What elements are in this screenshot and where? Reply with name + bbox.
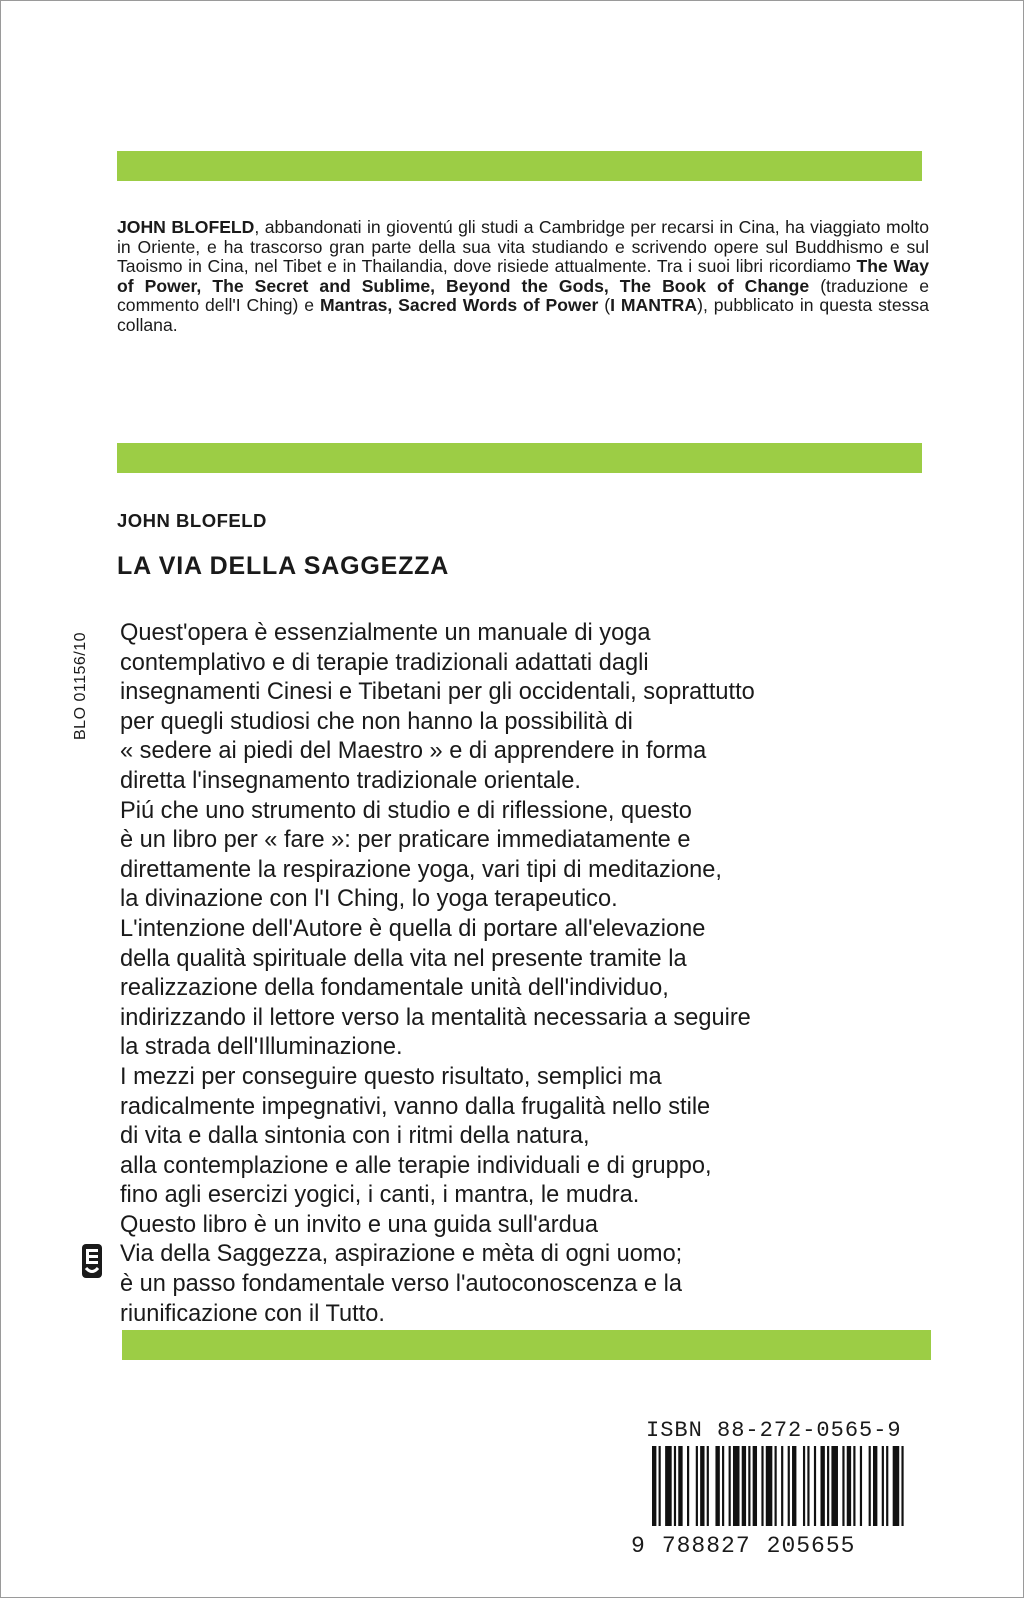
barcode-bar [893,1446,900,1526]
bio-books-list: The Way of Power, The Secret and Sublime, Beyond the Gods, The Book of Change [117,256,929,296]
barcode [652,1446,908,1526]
barcode-bar [820,1446,824,1526]
description-line: direttamente la respirazione yoga, vari tipi di meditazione, [120,856,722,883]
barcode-bar [807,1446,809,1526]
description-line: I mezzi per conseguire questo risultato, semplici ma [120,1063,662,1090]
barcode-bar [853,1446,855,1526]
barcode-bar [827,1446,829,1526]
description-line: è un libro per « fare »: per praticare immediatamente e [120,827,691,854]
publisher-logo-icon [82,1244,102,1278]
description-line: riunificazione con il Tutto. [120,1300,385,1327]
top-divider-bar [117,151,922,181]
description-line: Quest'opera è essenzialmente un manuale di yoga [120,620,651,646]
barcode-bar [901,1446,903,1526]
description-line: della qualità spirituale della vita nel presente tramite la [120,945,687,972]
barcode-bar [678,1446,682,1526]
book-title: LA VIA DELLA SAGGEZZA [117,552,450,580]
barcode-bar [788,1446,790,1526]
barcode-bar [733,1446,740,1526]
bio-text-1: , abbandonati in gioventú gli studi a Cambridge per recarsi in Cina, ha viaggiato molto in Oriente, e ha trascorso gran parte della sua vita studiando e scrivendo opere sul Buddhismo e sul Taoismo in Cina, nel Tibet e in Thailandia, dove risiede attualmente. [117,217,930,277]
bio-text-3: (traduzione e commento dell'I Ching) e [117,275,929,316]
description-line: Via della Saggezza, aspirazione e mèta di ogni uomo; [120,1241,683,1268]
description-line: indirizzando il lettore verso la mentalità necessaria a seguire [120,1004,751,1031]
barcode-bar [753,1446,757,1526]
bio-mantra-italian-title: I MANTRA [610,295,698,316]
barcode-lead-digit: 9 [631,1533,646,1559]
bio-text-4: ( [598,295,611,316]
barcode-bar [831,1446,838,1526]
author-bio [117,218,929,336]
description-line: di vita e dalla sintonia con i ritmi della natura, [120,1123,590,1150]
barcode-bar [722,1446,724,1526]
description-line: insegnamenti Cinesi e Tibetani per gli occidentali, soprattutto [120,679,755,706]
barcode-bar [665,1446,672,1526]
barcode-bar [775,1446,777,1526]
author-name: JOHN BLOFELD [117,510,267,531]
bio-text-5: ), pubblicato in questa stessa collana. [117,295,929,335]
barcode-bar [792,1446,796,1526]
barcode-bar [847,1446,851,1526]
description-line: è un passo fondamentale verso l'autoconoscenza e la [120,1271,682,1298]
description-line: L'intenzione dell'Autore è quella di portare all'elevazione [120,915,706,942]
description-line: Piú che uno strumento di studio e di riflessione, questo [120,797,692,824]
bio-author-name: JOHN BLOFELD [117,217,255,237]
barcode-bar [842,1446,844,1526]
barcode-bar [869,1446,871,1526]
description-line: contemplativo e di terapie tradizionali adattati dagli [120,649,649,676]
description-line: la divinazione con l'I Ching, lo yoga terapeutico. [120,886,618,913]
barcode-bar [814,1446,816,1526]
barcode-bar [766,1446,773,1526]
barcode-bar [886,1446,888,1526]
barcode-digits [631,1533,871,1559]
barcode-bar [803,1446,805,1526]
description-line: realizzazione della fondamentale unità dell'individuo, [120,975,669,1002]
book-description [120,619,950,1329]
bottom-divider-bar [122,1330,931,1360]
barcode-bar [860,1446,862,1526]
isbn-number: ISBN 88-272-0565-9 [646,1418,902,1443]
description-line: radicalmente impegnativi, vanno dalla frugalità nello stile [120,1093,711,1120]
bio-mantras-title: Mantras, Sacred Words of Power [319,295,599,316]
barcode-bar [748,1446,750,1526]
barcode-bar [700,1446,704,1526]
description-line: la strada dell'Illuminazione. [120,1034,403,1061]
description-line: « sedere ai piedi del Maestro » e di apprendere in forma [120,738,707,765]
barcode-bar [715,1446,719,1526]
barcode-bar [882,1446,884,1526]
middle-divider-bar [117,443,922,473]
barcode-bar [742,1446,746,1526]
barcode-bar [781,1446,783,1526]
barcode-group-2: 205655 [766,1533,856,1559]
description-line: diretta l'insegnamento tradizionale orientale. [120,767,581,794]
barcode-group-1: 788827 [661,1533,751,1559]
barcode-bar [687,1446,689,1526]
description-line: per quegli studiosi che non hanno la possibilità di [120,708,633,735]
bio-text-2: Tra i suoi libri ricordiamo [656,256,857,277]
description-line: Questo libro è un invito e una guida sull'ardua [120,1211,599,1238]
barcode-bar [761,1446,763,1526]
barcode-bar [729,1446,731,1526]
barcode-bar [652,1446,656,1526]
description-line: fino agli esercizi yogici, i canti, i mantra, le mudra. [120,1182,640,1209]
barcode-bar [696,1446,698,1526]
barcode-bar [873,1446,877,1526]
barcode-bar [674,1446,676,1526]
side-catalog-code: BLO 01156/10 [72,631,89,740]
description-line: alla contemplazione e alle terapie individuali e di gruppo, [120,1152,712,1179]
barcode-bar [659,1446,661,1526]
barcode-bar [707,1446,709,1526]
